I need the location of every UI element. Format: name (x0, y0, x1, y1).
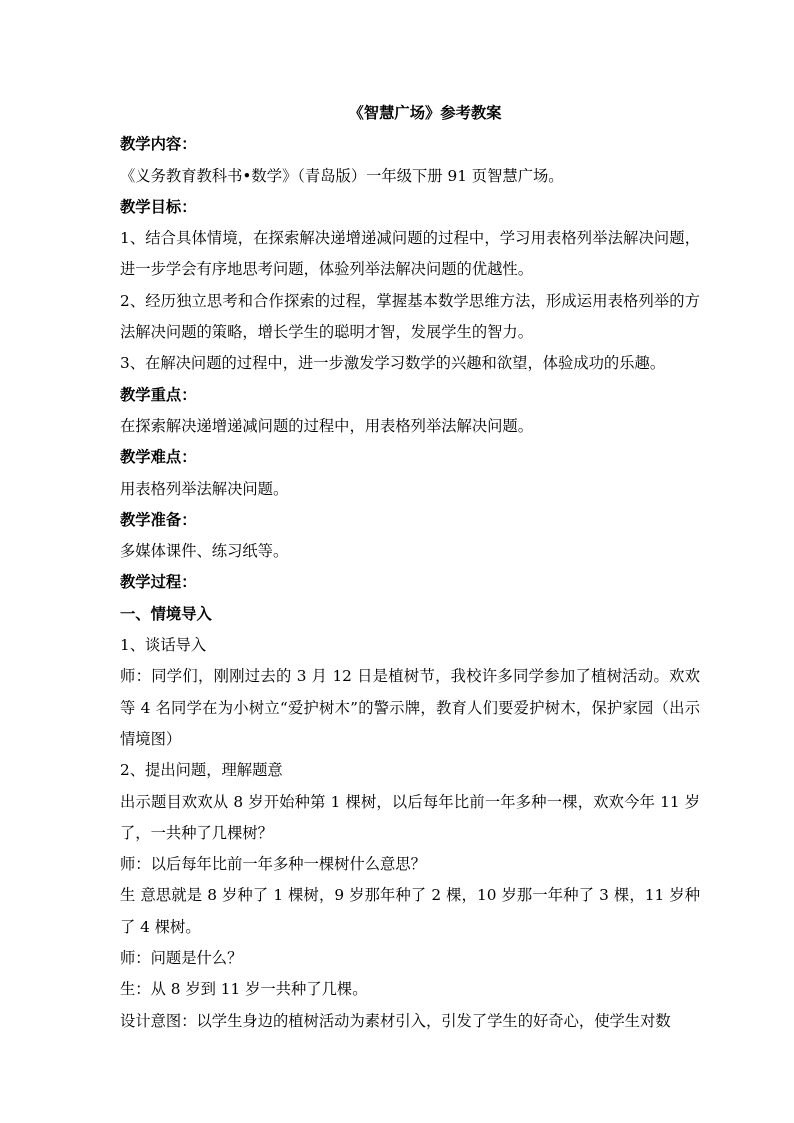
paragraph-goal-1: 1、结合具体情境，在探索解决递增递减问题的过程中，学习用表格列举法解决问题，进一步学会有序地思考问题，体验列举法解决问题的优越性。 (120, 229, 700, 279)
heading-teaching-goals: 教学目标： (120, 197, 197, 216)
paragraph-teacher-question: 师：以后每年比前一年多种一棵树什么意思？ (120, 855, 426, 874)
paragraph-student-answer-2: 生：从 8 岁到 11 岁一共种了几棵。 (120, 980, 368, 999)
paragraph-preparation: 多媒体课件、练习纸等。 (120, 542, 289, 561)
paragraph-design-intent: 设计意图：以学生身边的植树活动为素材引入，引发了学生的好奇心，使学生对数 (120, 1011, 671, 1030)
heading-key-points: 教学重点： (120, 385, 197, 404)
heading-preparation: 教学准备： (120, 510, 197, 529)
paragraph-difficulties: 用表格列举法解决问题。 (120, 479, 289, 498)
paragraph-step-1: 1、谈话导入 (120, 636, 207, 655)
paragraph-problem: 出示题目欢欢从 8 岁开始种第 1 棵树，以后每年比前一年多种一棵，欢欢今年 11 岁了，一共种了几棵树？ (120, 792, 700, 842)
document-body (120, 98, 700, 1037)
paragraph-teacher-question-2: 师：问题是什么？ (120, 949, 243, 968)
paragraph-student-answer: 生 意思就是 8 岁种了 1 棵树，9 岁那年种了 2 棵，10 岁那一年种了 3 棵，11 岁种了 4 棵树。 (120, 886, 700, 936)
paragraph-goal-2: 2、经历独立思考和合作探索的过程，掌握基本数学思维方法，形成运用表格列举的方法解决问题的策略，增长学生的聪明才智，发展学生的智力。 (120, 291, 700, 342)
heading-section-1: 一、情境导入 (120, 604, 212, 623)
paragraph-key-points: 在探索解决递增递减问题的过程中，用表格列举法解决问题。 (120, 416, 534, 435)
heading-teaching-content: 教学内容： (120, 135, 197, 154)
paragraph-goal-3: 3、在解决问题的过程中，进一步激发学习数学的兴趣和欲望，体验成功的乐趣。 (120, 354, 666, 373)
paragraph-step-2: 2、提出问题，理解题意 (120, 761, 283, 780)
heading-process: 教学过程： (120, 573, 197, 592)
heading-difficulties: 教学难点： (120, 448, 197, 467)
paragraph-teacher-intro: 师：同学们，刚刚过去的 3 月 12 日是植树节，我校许多同学参加了植树活动。欢欢等 4 名同学在为小树立“爱护树木”的警示牌，教育人们要爱护树木，保护家园（出示情境图） (120, 667, 700, 748)
paragraph-textbook: 《义务教育教科书•数学》（青岛版）一年级下册 91 页智慧广场。 (120, 166, 564, 185)
document-title: 《智慧广场》参考教案 (348, 104, 502, 122)
